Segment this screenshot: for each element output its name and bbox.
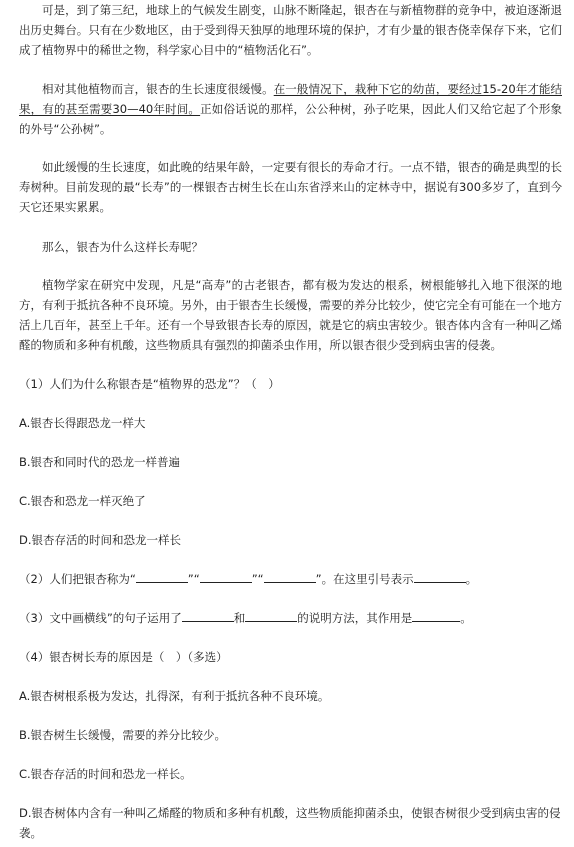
question-1-option-b: B.银杏和同时代的恐龙一样普遍 [19, 455, 181, 469]
question-4-option-c: C.银杏存活的时间和恐龙一样长。 [19, 767, 192, 781]
paragraph-2-start: 相对其他植物而言，银杏的生长速度很缓慢。 [42, 82, 274, 96]
question-4-option-a: A.银杏树根系极为发达，扎得深，有利于抵抗各种不良环境。 [19, 689, 330, 703]
question-3 [19, 608, 562, 628]
answer-blank[interactable] [200, 570, 252, 583]
paragraph-2-end: 正如俗话说的那样，公公种树，孙子吃果，因此人们又给它起了个形象的外号“公孙树”。 [19, 102, 563, 136]
question-1-stem: （1）人们为什么称银杏是“植物界的恐龙”？（ ） [19, 377, 280, 391]
answer-blank[interactable] [412, 609, 460, 622]
question-3-and: 和 [233, 611, 246, 625]
question-4-option-d: D.银杏树体内含有一种叫乙烯醛的物质和多种有机酸，这些物质能抑菌杀虫，使银杏树很少受到病虫害的侵袭。 [19, 806, 561, 840]
question-3-mid: 的说明方法，其作用是 [297, 611, 413, 625]
passage-paragraph-2 [19, 79, 562, 139]
passage-paragraph-1: 可是，到了第三纪，地球上的气候发生剧变，山脉不断隆起，银杏在与新植物群的竞争中，被迫逐渐退出历史舞台。只有在少数地区，由于受到得天独厚的地理环境的保护，才有少量的银杏侥幸保存下来，它们成了植物界中的稀世之物，科学家心目中的“植物活化石”。 [19, 3, 562, 57]
question-2-sep-1: ”“ [187, 572, 200, 586]
question-2-prefix: （2）人们把银杏称为“ [19, 572, 136, 586]
question-2 [19, 569, 562, 589]
question-4-stem: （4）银杏树长寿的原因是（ ）（多选） [19, 650, 228, 664]
answer-blank[interactable] [136, 570, 188, 583]
question-1-option-a: A.银杏长得跟恐龙一样大 [19, 416, 146, 430]
question-1-option-d: D.银杏存活的时间和恐龙一样长 [19, 533, 182, 547]
passage-paragraph-5: 植物学家在研究中发现，凡是“高寿”的古老银杏，都有极为发达的根系，树根能够扎入地下很深的地方，有利于抵抗各种不良环境。另外，由于银杏生长缓慢，需要的养分比较少，使它完全有可能在一个地方活上几百年，甚至上千年。还有一个导致银杏长寿的原因，就是它的病虫害较少。银杏体内含有一种叫乙烯醛的物质和多种有机酸，这些物质具有强烈的抑菌杀虫作用，所以银杏很少受到病虫害的侵袭。 [19, 278, 562, 352]
question-2-mid: ”。在这里引号表示 [315, 572, 414, 586]
underlined-sentence: 在一般情况下，栽种下它的幼苗，要经过15-20年才能结果，有的甚至需要30—40年时间。 [19, 82, 562, 116]
question-2-end: 。 [465, 572, 478, 586]
passage-paragraph-3: 如此缓慢的生长速度，如此晚的结果年龄，一定要有很长的寿命才行。一点不错，银杏的确是典型的长寿树种。目前发现的最“长寿”的一棵银杏古树生长在山东省浮来山的定林寺中，据说有300多岁了，直到今天它还果实累累。 [19, 160, 562, 214]
question-2-sep-2: ”“ [251, 572, 264, 586]
question-1-option-c: C.银杏和恐龙一样灭绝了 [19, 494, 146, 508]
answer-blank[interactable] [414, 570, 466, 583]
answer-blank[interactable] [245, 609, 297, 622]
question-3-end: 。 [460, 611, 472, 625]
question-4-option-b: B.银杏树生长缓慢，需要的养分比较少。 [19, 728, 227, 742]
answer-blank[interactable] [264, 570, 316, 583]
passage-paragraph-4: 那么，银杏为什么这样长寿呢？ [42, 240, 203, 254]
question-3-prefix: （3）文中画横线”的句子运用了 [19, 611, 182, 625]
answer-blank[interactable] [182, 609, 234, 622]
